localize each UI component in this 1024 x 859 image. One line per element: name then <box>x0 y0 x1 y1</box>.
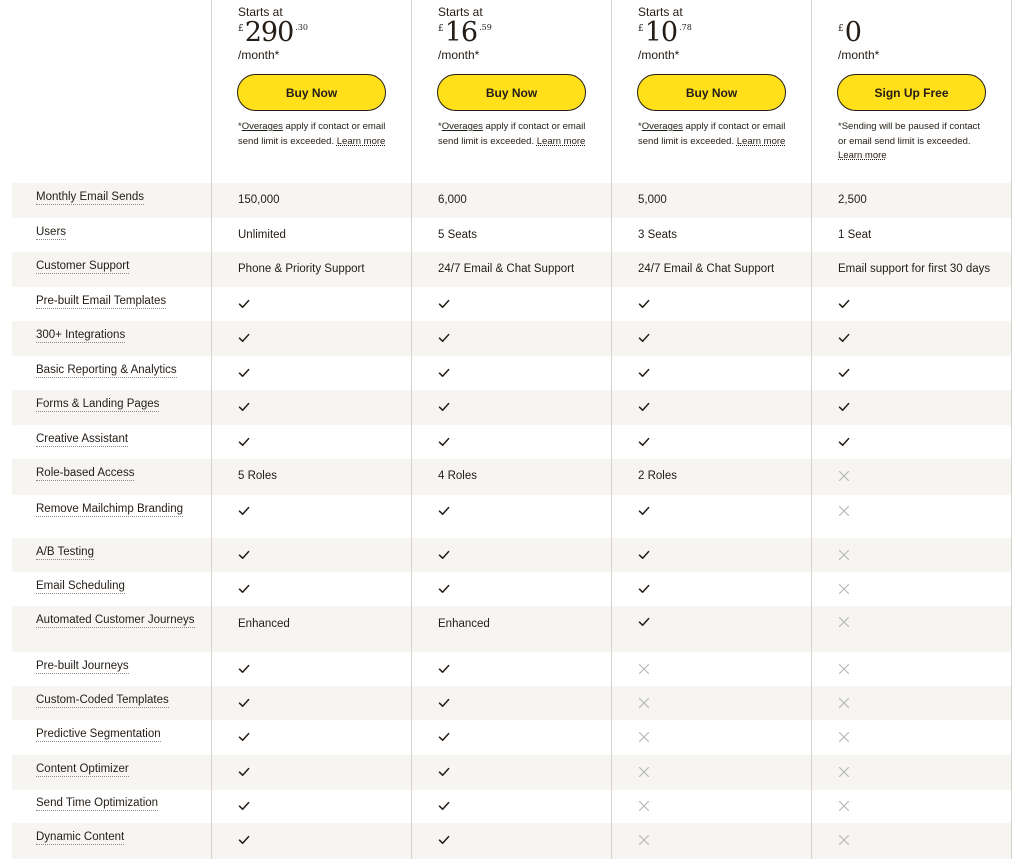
feature-value <box>638 697 650 712</box>
feature-value <box>838 436 850 451</box>
feature-value-text: 5 Seats <box>438 229 477 241</box>
feature-value <box>238 731 250 746</box>
cross-icon <box>838 663 850 678</box>
cross-icon <box>838 583 850 598</box>
feature-value <box>438 834 450 849</box>
check-icon <box>238 800 250 815</box>
feature-label <box>36 796 196 811</box>
feature-value <box>238 505 250 520</box>
feature-value-text: Email support for first 30 days <box>838 263 991 275</box>
feature-value <box>638 332 650 347</box>
feature-value <box>438 505 450 520</box>
feature-value <box>838 616 850 631</box>
feature-label-text[interactable]: Role-based Access <box>36 467 135 479</box>
buy-now-button[interactable]: Buy Now <box>437 74 586 111</box>
overages-link[interactable]: Overages <box>641 121 683 132</box>
plan-price <box>238 18 308 48</box>
check-icon <box>638 367 650 382</box>
plan-header <box>612 0 812 183</box>
feature-value <box>838 263 990 275</box>
feature-value <box>238 663 250 678</box>
feature-value-text: Enhanced <box>438 618 490 630</box>
check-icon <box>838 367 850 382</box>
feature-label <box>36 190 196 205</box>
currency-symbol: £ <box>238 24 244 34</box>
feature-label <box>36 363 196 378</box>
starts-at-label: Starts at <box>638 5 683 19</box>
plan-note <box>838 120 988 164</box>
feature-value <box>638 470 677 482</box>
feature-value <box>838 470 850 485</box>
feature-label-text[interactable]: Creative Assistant <box>36 433 129 445</box>
feature-value <box>638 731 650 746</box>
note-text: apply if contact or email send limit is exceeded. <box>438 121 586 147</box>
check-icon <box>238 401 250 416</box>
starts-at-label: Starts at <box>438 5 483 19</box>
price-amount: 0 <box>844 17 861 48</box>
feature-value-text: 5,000 <box>638 194 667 206</box>
feature-label-text[interactable]: Pre-built Journeys <box>36 660 129 672</box>
check-icon <box>238 766 250 781</box>
feature-value <box>238 618 290 630</box>
check-icon <box>438 298 450 313</box>
cross-icon <box>838 470 850 485</box>
cross-icon <box>838 697 850 712</box>
feature-row <box>12 321 1011 356</box>
feature-label <box>36 502 196 517</box>
feature-label-text[interactable]: Monthly Email Sends <box>36 191 145 203</box>
price-amount: 10 <box>644 17 678 48</box>
check-icon <box>438 766 450 781</box>
feature-row <box>12 459 1011 495</box>
check-icon <box>438 697 450 712</box>
cross-icon <box>638 697 650 712</box>
feature-value <box>838 298 850 313</box>
feature-value <box>438 618 490 630</box>
feature-label <box>36 579 196 594</box>
feature-value-text: Enhanced <box>238 618 290 630</box>
feature-label-text[interactable]: Send Time Optimization <box>36 797 159 809</box>
cross-icon <box>838 766 850 781</box>
check-icon <box>238 332 250 347</box>
feature-label-text[interactable]: Predictive Segmentation <box>36 728 161 740</box>
check-icon <box>438 731 450 746</box>
feature-value <box>238 834 250 849</box>
note-text: apply if contact or email send limit is exceeded. <box>638 121 786 147</box>
overages-link[interactable]: Overages <box>441 121 483 132</box>
cross-icon <box>638 663 650 678</box>
per-month-label: /month* <box>238 48 280 62</box>
check-icon <box>838 436 850 451</box>
feature-label-text[interactable]: Pre-built Email Templates <box>36 295 167 307</box>
check-icon <box>438 436 450 451</box>
cross-icon <box>838 616 850 631</box>
feature-value-text: Unlimited <box>238 229 286 241</box>
feature-value <box>238 401 250 416</box>
feature-row <box>12 390 1011 425</box>
check-icon <box>238 834 250 849</box>
per-month-label: /month* <box>638 48 680 62</box>
feature-value <box>838 505 850 520</box>
overages-link[interactable]: Overages <box>241 121 283 132</box>
feature-row <box>12 572 1011 606</box>
feature-value <box>838 401 850 416</box>
check-icon <box>838 401 850 416</box>
sign-up-free-button[interactable]: Sign Up Free <box>837 74 986 111</box>
feature-value <box>438 800 450 815</box>
check-icon <box>638 298 650 313</box>
feature-label-text[interactable]: A/B Testing <box>36 546 94 558</box>
per-month-label: /month* <box>438 48 480 62</box>
feature-value <box>438 697 450 712</box>
price-cents: .59 <box>479 23 492 32</box>
feature-value <box>638 663 650 678</box>
feature-value-text: 3 Seats <box>638 229 677 241</box>
price-cents: .30 <box>295 23 309 32</box>
feature-value <box>438 298 450 313</box>
feature-value <box>238 800 250 815</box>
starts-at-label: Starts at <box>238 5 283 19</box>
feature-value-text: 5 Roles <box>238 470 277 482</box>
note-prefix: * <box>638 121 642 132</box>
check-icon <box>438 367 450 382</box>
feature-value <box>638 229 677 241</box>
plan-note <box>238 120 388 149</box>
check-icon <box>638 616 650 631</box>
feature-value <box>638 800 650 815</box>
feature-value <box>238 263 365 275</box>
feature-value <box>438 436 450 451</box>
feature-value <box>838 800 850 815</box>
feature-value <box>838 194 867 206</box>
feature-value <box>438 229 477 241</box>
feature-value <box>838 766 850 781</box>
feature-value <box>638 549 650 564</box>
price-amount: 16 <box>444 17 478 48</box>
feature-label-text[interactable]: Users <box>36 226 67 238</box>
feature-value-text: 2,500 <box>838 194 867 206</box>
plan-header <box>212 0 412 183</box>
feature-value <box>438 470 477 482</box>
cross-icon <box>838 505 850 520</box>
feature-row <box>12 356 1011 391</box>
price-amount: 290 <box>244 17 294 48</box>
feature-row <box>12 686 1011 720</box>
plan-note <box>438 120 588 149</box>
feature-value <box>238 766 250 781</box>
feature-value <box>238 298 250 313</box>
feature-label <box>36 466 196 481</box>
feature-label-text[interactable]: Automated Customer Journeys <box>36 614 195 626</box>
buy-now-button[interactable]: Buy Now <box>637 74 786 111</box>
feature-label-text[interactable]: Forms & Landing Pages <box>36 398 160 410</box>
note-prefix: * <box>438 121 442 132</box>
feature-value-text: 6,000 <box>438 194 467 206</box>
feature-row <box>12 425 1011 460</box>
check-icon <box>438 800 450 815</box>
feature-value <box>838 332 850 347</box>
feature-value <box>238 470 277 482</box>
feature-label <box>36 727 196 742</box>
feature-value <box>838 229 871 241</box>
feature-value <box>438 766 450 781</box>
cross-icon <box>838 731 850 746</box>
feature-label-text[interactable]: Basic Reporting & Analytics <box>36 364 177 376</box>
plan-price <box>838 18 861 48</box>
feature-label <box>36 259 196 274</box>
feature-value <box>438 583 450 598</box>
feature-row <box>12 606 1011 652</box>
plan-header <box>412 0 612 183</box>
feature-value <box>838 549 850 564</box>
feature-row <box>12 823 1011 859</box>
check-icon <box>238 663 250 678</box>
plan-note <box>638 120 788 149</box>
feature-value <box>838 834 850 849</box>
feature-value <box>238 549 250 564</box>
currency-symbol: £ <box>438 24 444 34</box>
feature-value <box>238 332 250 347</box>
plan-price <box>438 18 492 48</box>
learn-more-link[interactable]: Learn more <box>736 135 786 147</box>
cross-icon <box>638 766 650 781</box>
feature-label-text[interactable]: Content Optimizer <box>36 763 129 775</box>
feature-value <box>638 194 667 206</box>
feature-row <box>12 252 1011 287</box>
feature-value <box>238 229 286 241</box>
plan-price <box>638 18 692 48</box>
feature-value <box>638 505 650 520</box>
learn-more-link[interactable]: Learn more <box>838 150 887 162</box>
currency-symbol: £ <box>638 24 644 34</box>
feature-value <box>838 663 850 678</box>
check-icon <box>638 583 650 598</box>
feature-label <box>36 693 196 708</box>
learn-more-link[interactable]: Learn more <box>336 135 386 147</box>
cross-icon <box>838 549 850 564</box>
feature-value-text: Phone & Priority Support <box>238 263 365 275</box>
feature-value <box>638 263 774 275</box>
feature-value <box>638 834 650 849</box>
check-icon <box>638 505 650 520</box>
feature-value-text: 2 Roles <box>638 470 677 482</box>
feature-value <box>638 766 650 781</box>
feature-value-text: 4 Roles <box>438 470 477 482</box>
per-month-label: /month* <box>838 48 880 62</box>
feature-value <box>238 194 280 206</box>
feature-value <box>438 549 450 564</box>
check-icon <box>238 505 250 520</box>
feature-value <box>638 401 650 416</box>
feature-label <box>36 225 196 240</box>
feature-label <box>36 294 196 309</box>
check-icon <box>438 663 450 678</box>
feature-label <box>36 545 196 560</box>
currency-symbol: £ <box>838 24 844 34</box>
check-icon <box>238 731 250 746</box>
check-icon <box>638 332 650 347</box>
cross-icon <box>638 834 650 849</box>
feature-value-text: 24/7 Email & Chat Support <box>438 263 575 275</box>
feature-value <box>238 697 250 712</box>
buy-now-button[interactable]: Buy Now <box>237 74 386 111</box>
feature-label-text[interactable]: Email Scheduling <box>36 580 125 592</box>
feature-value <box>838 731 850 746</box>
check-icon <box>238 298 250 313</box>
check-icon <box>238 367 250 382</box>
feature-label <box>36 432 196 447</box>
learn-more-link[interactable]: Learn more <box>536 135 586 147</box>
feature-label <box>36 397 196 412</box>
feature-value <box>638 436 650 451</box>
feature-row <box>12 287 1011 322</box>
feature-value <box>638 298 650 313</box>
feature-value <box>638 616 650 631</box>
check-icon <box>238 583 250 598</box>
plan-header <box>812 0 1012 183</box>
note-text: apply if contact or email send limit is exceeded. <box>238 121 386 147</box>
note-prefix: * <box>238 121 242 132</box>
price-cents: .78 <box>679 23 692 32</box>
check-icon <box>838 332 850 347</box>
feature-label <box>36 659 196 674</box>
feature-row <box>12 789 1011 823</box>
feature-label-text[interactable]: Remove Mailchimp Branding <box>36 503 184 515</box>
feature-row <box>12 538 1011 572</box>
feature-value <box>438 263 574 275</box>
feature-value <box>438 367 450 382</box>
check-icon <box>838 298 850 313</box>
feature-value <box>438 332 450 347</box>
feature-value <box>838 367 850 382</box>
check-icon <box>438 583 450 598</box>
feature-value <box>838 697 850 712</box>
feature-value <box>438 663 450 678</box>
feature-label <box>36 762 196 777</box>
cross-icon <box>638 800 650 815</box>
check-icon <box>438 505 450 520</box>
check-icon <box>238 697 250 712</box>
cross-icon <box>838 800 850 815</box>
feature-value <box>838 583 850 598</box>
feature-label <box>36 830 196 845</box>
feature-value <box>238 583 250 598</box>
feature-label <box>36 613 196 628</box>
feature-value <box>438 401 450 416</box>
feature-value-text: 24/7 Email & Chat Support <box>638 263 775 275</box>
feature-label-text[interactable]: Customer Support <box>36 260 130 272</box>
feature-row <box>12 720 1011 755</box>
check-icon <box>438 549 450 564</box>
cross-icon <box>838 834 850 849</box>
check-icon <box>438 401 450 416</box>
feature-label <box>36 328 196 343</box>
check-icon <box>638 401 650 416</box>
feature-label-text[interactable]: Custom-Coded Templates <box>36 694 169 706</box>
note-text: *Sending will be paused if contact or email send limit is exceeded. <box>838 121 981 147</box>
feature-row <box>12 218 1011 253</box>
feature-label-text[interactable]: 300+ Integrations <box>36 329 126 341</box>
feature-row <box>12 183 1011 218</box>
check-icon <box>238 436 250 451</box>
feature-value-text: 1 Seat <box>838 229 872 241</box>
feature-value-text: 150,000 <box>238 194 280 206</box>
feature-value <box>638 583 650 598</box>
feature-value <box>638 367 650 382</box>
check-icon <box>638 549 650 564</box>
feature-row <box>12 495 1011 538</box>
feature-row <box>12 755 1011 790</box>
feature-value <box>238 367 250 382</box>
feature-value <box>438 194 467 206</box>
feature-row <box>12 652 1011 686</box>
check-icon <box>638 436 650 451</box>
feature-value <box>438 731 450 746</box>
cross-icon <box>638 731 650 746</box>
check-icon <box>238 549 250 564</box>
feature-label-text[interactable]: Dynamic Content <box>36 831 125 843</box>
check-icon <box>438 332 450 347</box>
check-icon <box>438 834 450 849</box>
feature-value <box>238 436 250 451</box>
